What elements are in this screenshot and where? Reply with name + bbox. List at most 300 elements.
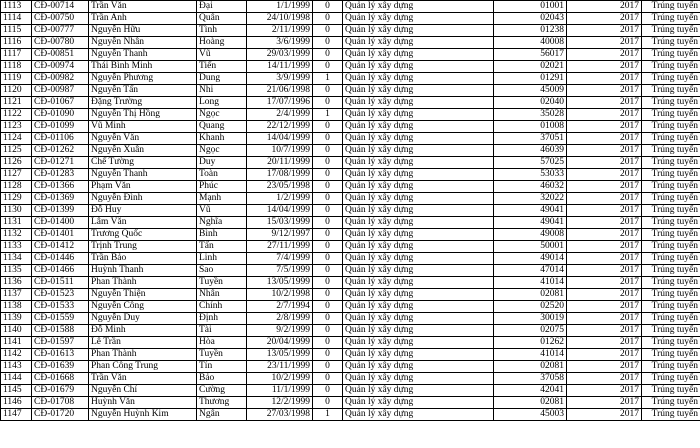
cell-student-code: CĐ-01067 bbox=[32, 97, 89, 109]
cell-candidate-number: 02043 bbox=[494, 13, 567, 25]
cell-row-index: 1143 bbox=[1, 361, 32, 373]
cell-major: Quản lý xây dựng bbox=[343, 13, 494, 25]
cell-gender-code: 0 bbox=[313, 397, 343, 409]
cell-given-name: Thương bbox=[197, 397, 247, 409]
cell-row-index: 1140 bbox=[1, 325, 32, 337]
cell-result-status: Trúng tuyển bbox=[642, 109, 700, 121]
table-row bbox=[1, 13, 700, 25]
cell-row-index: 1129 bbox=[1, 193, 32, 205]
cell-surname-middle: Chế Tường bbox=[89, 157, 197, 169]
cell-row-index: 1120 bbox=[1, 85, 32, 97]
cell-candidate-number: 46032 bbox=[494, 181, 567, 193]
cell-year: 2017 bbox=[567, 409, 642, 421]
cell-candidate-number: 47014 bbox=[494, 265, 567, 277]
cell-candidate-number: 01008 bbox=[494, 121, 567, 133]
cell-gender-code: 0 bbox=[313, 85, 343, 97]
cell-birth-date: 1/1/1999 bbox=[247, 1, 313, 13]
cell-result-status: Trúng tuyển bbox=[642, 73, 700, 85]
cell-given-name: Ngân bbox=[197, 409, 247, 421]
cell-major: Quản lý xây dựng bbox=[343, 373, 494, 385]
cell-student-code: CĐ-00714 bbox=[32, 1, 89, 13]
table-row bbox=[1, 181, 700, 193]
cell-year: 2017 bbox=[567, 157, 642, 169]
cell-major: Quản lý xây dựng bbox=[343, 85, 494, 97]
cell-given-name: Mạnh bbox=[197, 193, 247, 205]
cell-row-index: 1137 bbox=[1, 289, 32, 301]
table-row bbox=[1, 349, 700, 361]
cell-year: 2017 bbox=[567, 169, 642, 181]
cell-birth-date: 14/11/1999 bbox=[247, 61, 313, 73]
cell-gender-code: 0 bbox=[313, 37, 343, 49]
cell-gender-code: 0 bbox=[313, 121, 343, 133]
cell-row-index: 1142 bbox=[1, 349, 32, 361]
cell-given-name: Tuyền bbox=[197, 349, 247, 361]
cell-year: 2017 bbox=[567, 217, 642, 229]
cell-result-status: Trúng tuyển bbox=[642, 37, 700, 49]
table-row bbox=[1, 121, 700, 133]
cell-major: Quản lý xây dựng bbox=[343, 301, 494, 313]
cell-gender-code: 0 bbox=[313, 61, 343, 73]
cell-year: 2017 bbox=[567, 253, 642, 265]
cell-given-name: Vũ bbox=[197, 49, 247, 61]
cell-result-status: Trúng tuyển bbox=[642, 61, 700, 73]
cell-student-code: CĐ-01588 bbox=[32, 325, 89, 337]
cell-surname-middle: Nguyễn Huỳnh Kim bbox=[89, 409, 197, 421]
cell-year: 2017 bbox=[567, 301, 642, 313]
cell-major: Quản lý xây dựng bbox=[343, 25, 494, 37]
cell-year: 2017 bbox=[567, 289, 642, 301]
cell-gender-code: 0 bbox=[313, 217, 343, 229]
cell-birth-date: 24/10/1998 bbox=[247, 13, 313, 25]
cell-major: Quản lý xây dựng bbox=[343, 409, 494, 421]
cell-student-code: CĐ-01401 bbox=[32, 229, 89, 241]
table-row bbox=[1, 37, 700, 49]
cell-result-status: Trúng tuyển bbox=[642, 49, 700, 61]
cell-major: Quản lý xây dựng bbox=[343, 109, 494, 121]
cell-year: 2017 bbox=[567, 265, 642, 277]
cell-result-status: Trúng tuyển bbox=[642, 265, 700, 277]
cell-birth-date: 14/04/1999 bbox=[247, 205, 313, 217]
cell-birth-date: 14/04/1999 bbox=[247, 133, 313, 145]
cell-year: 2017 bbox=[567, 361, 642, 373]
cell-year: 2017 bbox=[567, 49, 642, 61]
cell-major: Quản lý xây dựng bbox=[343, 169, 494, 181]
cell-given-name: Bình bbox=[197, 229, 247, 241]
cell-student-code: CĐ-00851 bbox=[32, 49, 89, 61]
cell-surname-middle: Trần Anh bbox=[89, 13, 197, 25]
cell-major: Quản lý xây dựng bbox=[343, 97, 494, 109]
cell-birth-date: 27/03/1998 bbox=[247, 409, 313, 421]
cell-given-name: Hòa bbox=[197, 337, 247, 349]
cell-row-index: 1122 bbox=[1, 109, 32, 121]
cell-result-status: Trúng tuyển bbox=[642, 229, 700, 241]
cell-gender-code: 0 bbox=[313, 193, 343, 205]
table-row bbox=[1, 301, 700, 313]
cell-birth-date: 10/2/1998 bbox=[247, 289, 313, 301]
cell-given-name: Tiến bbox=[197, 61, 247, 73]
cell-student-code: CĐ-00974 bbox=[32, 61, 89, 73]
cell-row-index: 1141 bbox=[1, 337, 32, 349]
cell-surname-middle: Huỳnh Thanh bbox=[89, 265, 197, 277]
cell-gender-code: 0 bbox=[313, 145, 343, 157]
cell-given-name: Tuyền bbox=[197, 277, 247, 289]
cell-row-index: 1115 bbox=[1, 25, 32, 37]
table-row bbox=[1, 277, 700, 289]
cell-candidate-number: 53033 bbox=[494, 169, 567, 181]
cell-surname-middle: Nguyễn Thanh bbox=[89, 169, 197, 181]
table-row bbox=[1, 253, 700, 265]
cell-result-status: Trúng tuyển bbox=[642, 361, 700, 373]
cell-birth-date: 2/8/1999 bbox=[247, 313, 313, 325]
cell-year: 2017 bbox=[567, 277, 642, 289]
cell-student-code: CĐ-01720 bbox=[32, 409, 89, 421]
cell-result-status: Trúng tuyển bbox=[642, 193, 700, 205]
cell-gender-code: 0 bbox=[313, 277, 343, 289]
table-row bbox=[1, 397, 700, 409]
cell-major: Quản lý xây dựng bbox=[343, 181, 494, 193]
cell-student-code: CĐ-01446 bbox=[32, 253, 89, 265]
cell-given-name: Nghĩa bbox=[197, 217, 247, 229]
cell-year: 2017 bbox=[567, 109, 642, 121]
cell-major: Quản lý xây dựng bbox=[343, 73, 494, 85]
table-row bbox=[1, 169, 700, 181]
cell-row-index: 1125 bbox=[1, 145, 32, 157]
cell-result-status: Trúng tuyển bbox=[642, 373, 700, 385]
cell-student-code: CĐ-01412 bbox=[32, 241, 89, 253]
table-row bbox=[1, 25, 700, 37]
cell-birth-date: 7/4/1999 bbox=[247, 253, 313, 265]
cell-birth-date: 15/03/1999 bbox=[247, 217, 313, 229]
cell-row-index: 1135 bbox=[1, 265, 32, 277]
cell-row-index: 1134 bbox=[1, 253, 32, 265]
table-row bbox=[1, 145, 700, 157]
cell-year: 2017 bbox=[567, 133, 642, 145]
table-row bbox=[1, 85, 700, 97]
cell-year: 2017 bbox=[567, 145, 642, 157]
cell-result-status: Trúng tuyển bbox=[642, 349, 700, 361]
cell-given-name: Phúc bbox=[197, 181, 247, 193]
cell-given-name: Toàn bbox=[197, 169, 247, 181]
cell-birth-date: 27/11/1999 bbox=[247, 241, 313, 253]
cell-row-index: 1127 bbox=[1, 169, 32, 181]
cell-birth-date: 9/12/1997 bbox=[247, 229, 313, 241]
cell-surname-middle: Nguyễn Hữu bbox=[89, 25, 197, 37]
cell-row-index: 1128 bbox=[1, 181, 32, 193]
cell-major: Quản lý xây dựng bbox=[343, 313, 494, 325]
cell-given-name: Dung bbox=[197, 73, 247, 85]
cell-year: 2017 bbox=[567, 37, 642, 49]
cell-surname-middle: Đỗ Minh bbox=[89, 325, 197, 337]
cell-candidate-number: 37051 bbox=[494, 133, 567, 145]
cell-candidate-number: 45003 bbox=[494, 409, 567, 421]
cell-year: 2017 bbox=[567, 205, 642, 217]
cell-year: 2017 bbox=[567, 85, 642, 97]
cell-surname-middle: Nguyễn Thị Hồng bbox=[89, 109, 197, 121]
table-row bbox=[1, 337, 700, 349]
cell-row-index: 1132 bbox=[1, 229, 32, 241]
cell-birth-date: 23/11/1999 bbox=[247, 361, 313, 373]
cell-gender-code: 0 bbox=[313, 241, 343, 253]
cell-candidate-number: 49008 bbox=[494, 229, 567, 241]
cell-major: Quản lý xây dựng bbox=[343, 61, 494, 73]
table-row bbox=[1, 325, 700, 337]
cell-student-code: CĐ-01090 bbox=[32, 109, 89, 121]
cell-major: Quản lý xây dựng bbox=[343, 349, 494, 361]
table-row bbox=[1, 313, 700, 325]
cell-gender-code: 0 bbox=[313, 373, 343, 385]
cell-result-status: Trúng tuyển bbox=[642, 133, 700, 145]
cell-surname-middle: Nguyễn Duy bbox=[89, 313, 197, 325]
cell-surname-middle: Phan Thành bbox=[89, 277, 197, 289]
cell-student-code: CĐ-01679 bbox=[32, 385, 89, 397]
cell-given-name: Bảo bbox=[197, 373, 247, 385]
cell-candidate-number: 41014 bbox=[494, 349, 567, 361]
cell-candidate-number: 49014 bbox=[494, 253, 567, 265]
cell-result-status: Trúng tuyển bbox=[642, 301, 700, 313]
cell-result-status: Trúng tuyển bbox=[642, 205, 700, 217]
cell-surname-middle: Phan Thành bbox=[89, 349, 197, 361]
table-row bbox=[1, 289, 700, 301]
cell-gender-code: 0 bbox=[313, 97, 343, 109]
cell-gender-code: 0 bbox=[313, 289, 343, 301]
cell-student-code: CĐ-01262 bbox=[32, 145, 89, 157]
cell-candidate-number: 02040 bbox=[494, 97, 567, 109]
cell-given-name: Quang bbox=[197, 121, 247, 133]
cell-candidate-number: 49041 bbox=[494, 217, 567, 229]
cell-birth-date: 2/7/1994 bbox=[247, 301, 313, 313]
cell-candidate-number: 02081 bbox=[494, 289, 567, 301]
cell-student-code: CĐ-00750 bbox=[32, 13, 89, 25]
cell-year: 2017 bbox=[567, 121, 642, 133]
cell-result-status: Trúng tuyển bbox=[642, 289, 700, 301]
cell-major: Quản lý xây dựng bbox=[343, 265, 494, 277]
cell-candidate-number: 30019 bbox=[494, 313, 567, 325]
cell-student-code: CĐ-01523 bbox=[32, 289, 89, 301]
cell-major: Quản lý xây dựng bbox=[343, 217, 494, 229]
cell-surname-middle: Vũ Minh bbox=[89, 121, 197, 133]
cell-result-status: Trúng tuyển bbox=[642, 13, 700, 25]
cell-row-index: 1144 bbox=[1, 373, 32, 385]
cell-student-code: CĐ-01099 bbox=[32, 121, 89, 133]
cell-student-code: CĐ-01271 bbox=[32, 157, 89, 169]
table-row bbox=[1, 157, 700, 169]
table-row bbox=[1, 241, 700, 253]
cell-gender-code: 0 bbox=[313, 337, 343, 349]
cell-result-status: Trúng tuyển bbox=[642, 157, 700, 169]
cell-result-status: Trúng tuyển bbox=[642, 313, 700, 325]
cell-given-name: Ngọc bbox=[197, 109, 247, 121]
cell-result-status: Trúng tuyển bbox=[642, 409, 700, 421]
cell-student-code: CĐ-01399 bbox=[32, 205, 89, 217]
cell-surname-middle: Huỳnh Văn bbox=[89, 397, 197, 409]
cell-candidate-number: 35028 bbox=[494, 109, 567, 121]
cell-year: 2017 bbox=[567, 337, 642, 349]
cell-candidate-number: 32022 bbox=[494, 193, 567, 205]
cell-gender-code: 0 bbox=[313, 181, 343, 193]
cell-surname-middle: Nguyễn Văn bbox=[89, 133, 197, 145]
cell-birth-date: 2/11/1999 bbox=[247, 25, 313, 37]
cell-surname-middle: Lâm Văn bbox=[89, 217, 197, 229]
cell-student-code: CĐ-01466 bbox=[32, 265, 89, 277]
cell-surname-middle: Nguyễn Đình bbox=[89, 193, 197, 205]
cell-candidate-number: 42041 bbox=[494, 385, 567, 397]
cell-major: Quản lý xây dựng bbox=[343, 277, 494, 289]
cell-major: Quản lý xây dựng bbox=[343, 253, 494, 265]
cell-surname-middle: Trương Quốc bbox=[89, 229, 197, 241]
cell-given-name: Nhân bbox=[197, 289, 247, 301]
cell-gender-code: 0 bbox=[313, 313, 343, 325]
cell-gender-code: 0 bbox=[313, 169, 343, 181]
cell-gender-code: 0 bbox=[313, 385, 343, 397]
cell-surname-middle: Trần Bảo bbox=[89, 253, 197, 265]
cell-student-code: CĐ-01613 bbox=[32, 349, 89, 361]
cell-major: Quản lý xây dựng bbox=[343, 145, 494, 157]
table-row bbox=[1, 217, 700, 229]
cell-result-status: Trúng tuyển bbox=[642, 181, 700, 193]
cell-birth-date: 20/11/1999 bbox=[247, 157, 313, 169]
cell-year: 2017 bbox=[567, 241, 642, 253]
cell-major: Quản lý xây dựng bbox=[343, 1, 494, 13]
table-row bbox=[1, 133, 700, 145]
cell-gender-code: 0 bbox=[313, 253, 343, 265]
cell-candidate-number: 46039 bbox=[494, 145, 567, 157]
cell-major: Quản lý xây dựng bbox=[343, 193, 494, 205]
cell-surname-middle: Lê Trần bbox=[89, 337, 197, 349]
cell-row-index: 1113 bbox=[1, 1, 32, 13]
table-row bbox=[1, 385, 700, 397]
cell-result-status: Trúng tuyển bbox=[642, 397, 700, 409]
cell-row-index: 1117 bbox=[1, 49, 32, 61]
cell-year: 2017 bbox=[567, 349, 642, 361]
cell-candidate-number: 02081 bbox=[494, 397, 567, 409]
cell-row-index: 1116 bbox=[1, 37, 32, 49]
cell-birth-date: 2/4/1999 bbox=[247, 109, 313, 121]
cell-result-status: Trúng tuyển bbox=[642, 277, 700, 289]
cell-year: 2017 bbox=[567, 181, 642, 193]
cell-candidate-number: 02021 bbox=[494, 61, 567, 73]
cell-major: Quản lý xây dựng bbox=[343, 361, 494, 373]
cell-candidate-number: 02081 bbox=[494, 361, 567, 373]
cell-birth-date: 21/06/1998 bbox=[247, 85, 313, 97]
cell-candidate-number: 02520 bbox=[494, 301, 567, 313]
cell-given-name: Long bbox=[197, 97, 247, 109]
cell-student-code: CĐ-01668 bbox=[32, 373, 89, 385]
table-row bbox=[1, 229, 700, 241]
cell-birth-date: 20/04/1999 bbox=[247, 337, 313, 349]
cell-birth-date: 13/05/1999 bbox=[247, 277, 313, 289]
cell-birth-date: 23/05/1998 bbox=[247, 181, 313, 193]
cell-student-code: CĐ-01708 bbox=[32, 397, 89, 409]
cell-given-name: Cường bbox=[197, 385, 247, 397]
cell-given-name: Linh bbox=[197, 253, 247, 265]
cell-major: Quản lý xây dựng bbox=[343, 37, 494, 49]
cell-candidate-number: 49041 bbox=[494, 205, 567, 217]
cell-result-status: Trúng tuyển bbox=[642, 241, 700, 253]
cell-student-code: CĐ-01597 bbox=[32, 337, 89, 349]
cell-gender-code: 0 bbox=[313, 13, 343, 25]
cell-result-status: Trúng tuyển bbox=[642, 25, 700, 37]
cell-result-status: Trúng tuyển bbox=[642, 217, 700, 229]
table-row bbox=[1, 409, 700, 421]
cell-candidate-number: 01238 bbox=[494, 25, 567, 37]
table-row bbox=[1, 1, 700, 13]
cell-candidate-number: 01001 bbox=[494, 1, 567, 13]
cell-student-code: CĐ-01533 bbox=[32, 301, 89, 313]
cell-birth-date: 22/12/1999 bbox=[247, 121, 313, 133]
cell-row-index: 1131 bbox=[1, 217, 32, 229]
cell-gender-code: 0 bbox=[313, 349, 343, 361]
cell-candidate-number: 37058 bbox=[494, 373, 567, 385]
cell-surname-middle: Nguyễn Thiện bbox=[89, 289, 197, 301]
cell-row-index: 1121 bbox=[1, 97, 32, 109]
cell-birth-date: 3/9/1999 bbox=[247, 73, 313, 85]
cell-surname-middle: Trần Văn bbox=[89, 373, 197, 385]
table-row bbox=[1, 361, 700, 373]
cell-student-code: CĐ-01400 bbox=[32, 217, 89, 229]
cell-student-code: CĐ-01639 bbox=[32, 361, 89, 373]
cell-surname-middle: Đặng Trường bbox=[89, 97, 197, 109]
cell-year: 2017 bbox=[567, 397, 642, 409]
cell-row-index: 1136 bbox=[1, 277, 32, 289]
cell-given-name: Hoàng bbox=[197, 37, 247, 49]
cell-birth-date: 11/1/1999 bbox=[247, 385, 313, 397]
cell-result-status: Trúng tuyển bbox=[642, 385, 700, 397]
cell-student-code: CĐ-00982 bbox=[32, 73, 89, 85]
cell-row-index: 1147 bbox=[1, 409, 32, 421]
cell-surname-middle: Nguyễn Nhân bbox=[89, 37, 197, 49]
cell-row-index: 1114 bbox=[1, 13, 32, 25]
cell-row-index: 1130 bbox=[1, 205, 32, 217]
cell-candidate-number: 45009 bbox=[494, 85, 567, 97]
cell-result-status: Trúng tuyển bbox=[642, 97, 700, 109]
cell-candidate-number: 41014 bbox=[494, 277, 567, 289]
cell-gender-code: 0 bbox=[313, 205, 343, 217]
cell-surname-middle: Trịnh Trung bbox=[89, 241, 197, 253]
cell-given-name: Tấn bbox=[197, 241, 247, 253]
cell-given-name: Tình bbox=[197, 25, 247, 37]
cell-gender-code: 1 bbox=[313, 109, 343, 121]
cell-row-index: 1118 bbox=[1, 61, 32, 73]
cell-given-name: Tín bbox=[197, 361, 247, 373]
cell-major: Quản lý xây dựng bbox=[343, 337, 494, 349]
cell-major: Quản lý xây dựng bbox=[343, 157, 494, 169]
cell-year: 2017 bbox=[567, 373, 642, 385]
cell-result-status: Trúng tuyển bbox=[642, 253, 700, 265]
cell-birth-date: 17/07/1996 bbox=[247, 97, 313, 109]
cell-birth-date: 7/5/1999 bbox=[247, 265, 313, 277]
cell-row-index: 1133 bbox=[1, 241, 32, 253]
cell-student-code: CĐ-01511 bbox=[32, 277, 89, 289]
cell-birth-date: 10/7/1999 bbox=[247, 145, 313, 157]
cell-given-name: Tài bbox=[197, 325, 247, 337]
cell-candidate-number: 50001 bbox=[494, 241, 567, 253]
cell-candidate-number: 02075 bbox=[494, 325, 567, 337]
cell-given-name: Duy bbox=[197, 157, 247, 169]
cell-year: 2017 bbox=[567, 1, 642, 13]
cell-given-name: Sao bbox=[197, 265, 247, 277]
cell-given-name: Ngọc bbox=[197, 145, 247, 157]
cell-gender-code: 0 bbox=[313, 325, 343, 337]
cell-year: 2017 bbox=[567, 73, 642, 85]
cell-row-index: 1119 bbox=[1, 73, 32, 85]
cell-row-index: 1145 bbox=[1, 385, 32, 397]
cell-birth-date: 17/08/1999 bbox=[247, 169, 313, 181]
cell-birth-date: 12/2/1999 bbox=[247, 397, 313, 409]
cell-gender-code: 0 bbox=[313, 301, 343, 313]
cell-row-index: 1139 bbox=[1, 313, 32, 325]
cell-student-code: CĐ-00777 bbox=[32, 25, 89, 37]
cell-surname-middle: Nguyễn Tấn bbox=[89, 85, 197, 97]
